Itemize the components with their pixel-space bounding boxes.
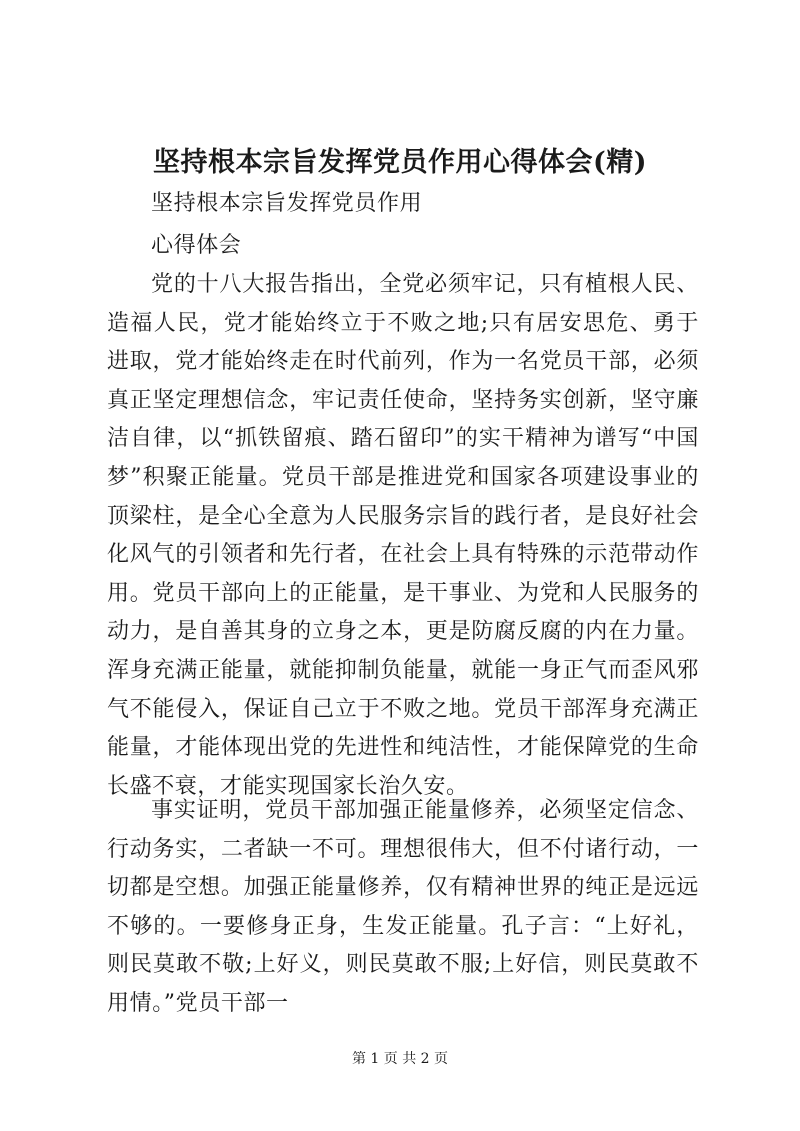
subtitle-line-2: 心得体会 <box>151 233 242 258</box>
page-number-footer: 第 1 页 共 2 页 <box>351 1051 449 1067</box>
paragraph-1: 党的十八大报告指出，全党必须牢记，只有植根人民、造福人民，党才能始终立于不败之地;只有居安思危、勇于进取，党才能始终走在时代前列，作为一名党员干部，必须真正坚定理想信念，牢记责任使命，坚持务实创新，坚守廉洁自律，以“抓铁留痕、踏石留印”的实干精神为谱写“中国梦”积聚正能量。党员干部是推进党和国家各项建设事业的顶梁柱，是全心全意为人民服务宗旨的践行者，是良好社会化风气的引领者和先行者，在社会上具有特殊的示范带动作用。党员干部向上的正能量，是干事业、为党和人民服务的动力，是自善其身的立身之本，更是防腐反腐的内在力量。浑身充满正能量，就能抑制负能量，就能一身正气而歪风邪气不能侵入，保证自己立于不败之地。党员干部浑身充满正能量，才能体现出党的先进性和纯洁性，才能保障党的生命长盛不衰，才能实现国家长治久安。 <box>107 272 699 799</box>
document-title: 坚持根本宗旨发挥党员作用心得体会(精) <box>152 147 648 178</box>
subtitle-line-1: 坚持根本宗旨发挥党员作用 <box>151 191 423 216</box>
paragraph-2: 事实证明，党员干部加强正能量修养，必须坚定信念、行动务实，二者缺一不可。理想很伟大，但不付诸行动，一切都是空想。加强正能量修养，仅有精神世界的纯正是远远不够的。一要修身正身，生发正能量。孔子言：“上好礼，则民莫敢不敬;上好义，则民莫敢不服;上好信，则民莫敢不用情。”党员干部一 <box>107 798 699 1016</box>
